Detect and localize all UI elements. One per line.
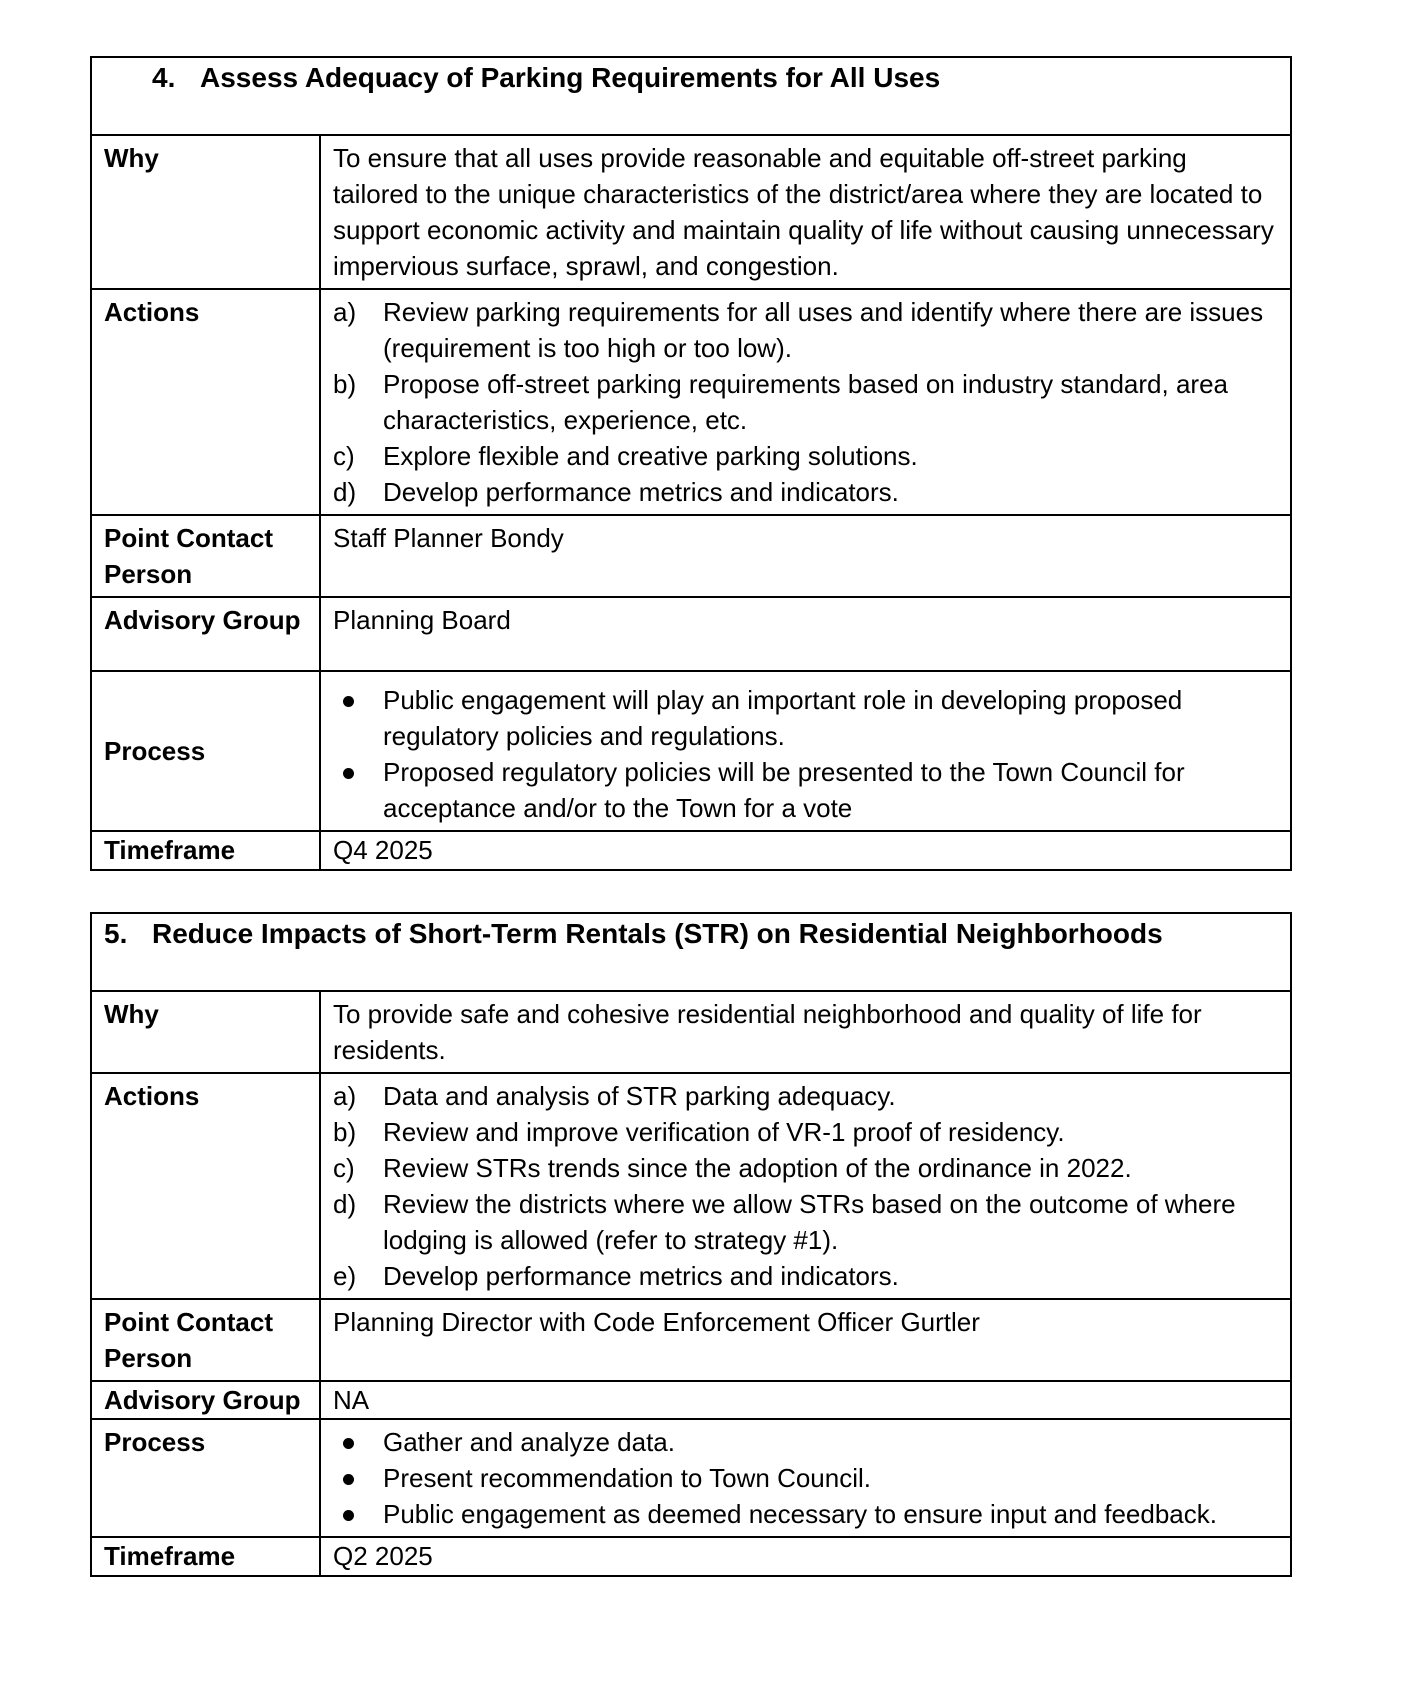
contact-text: Planning Director with Code Enforcement Officer Gurtler bbox=[320, 1299, 1290, 1381]
timeframe-label: Timeframe bbox=[92, 831, 320, 869]
action-item bbox=[333, 366, 1278, 438]
process-item bbox=[333, 1460, 1278, 1496]
actions-list bbox=[333, 294, 1278, 510]
process-row bbox=[92, 671, 1290, 831]
strategy-details bbox=[92, 992, 1290, 1575]
bullet-icon bbox=[343, 696, 354, 707]
advisory-row bbox=[92, 597, 1290, 671]
action-item bbox=[333, 1114, 1278, 1150]
action-item bbox=[333, 1258, 1278, 1294]
action-marker: e) bbox=[333, 1261, 357, 1291]
bullet-icon bbox=[343, 1438, 354, 1449]
action-marker: b) bbox=[333, 1117, 357, 1147]
process-label: Process bbox=[92, 671, 320, 831]
actions-label: Actions bbox=[92, 1073, 320, 1299]
process-list bbox=[333, 1424, 1278, 1532]
actions-cell bbox=[320, 1073, 1290, 1299]
strategy-title-row bbox=[92, 914, 1290, 992]
action-item bbox=[333, 474, 1278, 510]
action-text: Explore flexible and creative parking solutions. bbox=[383, 441, 918, 471]
why-row bbox=[92, 992, 1290, 1073]
advisory-label: Advisory Group bbox=[92, 1381, 320, 1419]
timeframe-text: Q2 2025 bbox=[320, 1537, 1290, 1575]
action-item bbox=[333, 1078, 1278, 1114]
process-cell bbox=[320, 1419, 1290, 1537]
contact-label: Point Contact Person bbox=[92, 1299, 320, 1381]
action-text: Review parking requirements for all uses and identify where there are issues (requirement is too high or too low). bbox=[383, 297, 1264, 363]
actions-row bbox=[92, 289, 1290, 515]
action-item bbox=[333, 1186, 1278, 1258]
process-item bbox=[333, 682, 1278, 754]
process-item bbox=[333, 1424, 1278, 1460]
contact-row bbox=[92, 515, 1290, 597]
process-text: Proposed regulatory policies will be presented to the Town Council for acceptance and/or to the Town for a vote bbox=[383, 757, 1185, 823]
advisory-label: Advisory Group bbox=[92, 597, 320, 671]
action-marker: d) bbox=[333, 1189, 357, 1219]
action-marker: b) bbox=[333, 369, 357, 399]
action-marker: d) bbox=[333, 477, 357, 507]
why-text: To ensure that all uses provide reasonable and equitable off-street parking tailored to the unique characteristics of the district/area where they are located to support economic activity and maintain quality of life without causing unnecessary impervious surface, sprawl, and congestion. bbox=[333, 143, 1274, 281]
why-row bbox=[92, 136, 1290, 289]
actions-row bbox=[92, 1073, 1290, 1299]
action-text: Propose off-street parking requirements based on industry standard, area characteristics, experience, etc. bbox=[383, 369, 1228, 435]
process-text: Public engagement will play an important role in developing proposed regulatory policies and regulations. bbox=[383, 685, 1183, 751]
why-label: Why bbox=[92, 992, 320, 1073]
action-text: Develop performance metrics and indicators. bbox=[383, 1261, 899, 1291]
action-text: Review STRs trends since the adoption of the ordinance in 2022. bbox=[383, 1153, 1132, 1183]
action-text: Develop performance metrics and indicators. bbox=[383, 477, 899, 507]
timeframe-row bbox=[92, 831, 1290, 869]
timeframe-text: Q4 2025 bbox=[320, 831, 1290, 869]
action-text: Review and improve verification of VR-1 proof of residency. bbox=[383, 1117, 1065, 1147]
action-marker: c) bbox=[333, 1153, 355, 1183]
strategy-details bbox=[92, 136, 1290, 869]
strategy-title: Assess Adequacy of Parking Requirements for All Uses bbox=[200, 62, 941, 93]
timeframe-label: Timeframe bbox=[92, 1537, 320, 1575]
process-label: Process bbox=[92, 1419, 320, 1537]
process-item bbox=[333, 754, 1278, 826]
bullet-icon bbox=[343, 1510, 354, 1521]
advisory-text: NA bbox=[320, 1381, 1290, 1419]
process-text: Public engagement as deemed necessary to ensure input and feedback. bbox=[383, 1499, 1217, 1529]
process-text: Present recommendation to Town Council. bbox=[383, 1463, 871, 1493]
action-marker: a) bbox=[333, 1081, 357, 1111]
action-marker: a) bbox=[333, 297, 357, 327]
actions-cell bbox=[320, 289, 1290, 515]
advisory-row bbox=[92, 1381, 1290, 1419]
why-text: To provide safe and cohesive residential neighborhood and quality of life for residents. bbox=[333, 999, 1202, 1065]
actions-label: Actions bbox=[92, 289, 320, 515]
process-list bbox=[333, 682, 1278, 826]
bullet-icon bbox=[343, 768, 354, 779]
contact-text: Staff Planner Bondy bbox=[320, 515, 1290, 597]
action-item bbox=[333, 1150, 1278, 1186]
bullet-icon bbox=[343, 1474, 354, 1485]
action-text: Review the districts where we allow STRs based on the outcome of where lodging is allowed (refer to strategy #1). bbox=[383, 1189, 1236, 1255]
process-item bbox=[333, 1496, 1278, 1532]
process-row bbox=[92, 1419, 1290, 1537]
contact-row bbox=[92, 1299, 1290, 1381]
action-item bbox=[333, 294, 1278, 366]
strategy-number: 4. bbox=[152, 62, 176, 93]
process-text: Gather and analyze data. bbox=[383, 1427, 675, 1457]
strategy-title: Reduce Impacts of Short-Term Rentals (STR) on Residential Neighborhoods bbox=[152, 918, 1163, 949]
strategy-title-row bbox=[92, 58, 1290, 136]
process-cell bbox=[320, 671, 1290, 831]
timeframe-row bbox=[92, 1537, 1290, 1575]
strategy-number: 5. bbox=[104, 918, 128, 949]
strategy-4-table bbox=[90, 56, 1292, 871]
contact-label: Point Contact Person bbox=[92, 515, 320, 597]
action-item bbox=[333, 438, 1278, 474]
why-label: Why bbox=[92, 136, 320, 289]
action-marker: c) bbox=[333, 441, 355, 471]
advisory-text: Planning Board bbox=[320, 597, 1290, 671]
actions-list bbox=[333, 1078, 1278, 1294]
strategy-5-table bbox=[90, 912, 1292, 1577]
action-text: Data and analysis of STR parking adequacy. bbox=[383, 1081, 896, 1111]
